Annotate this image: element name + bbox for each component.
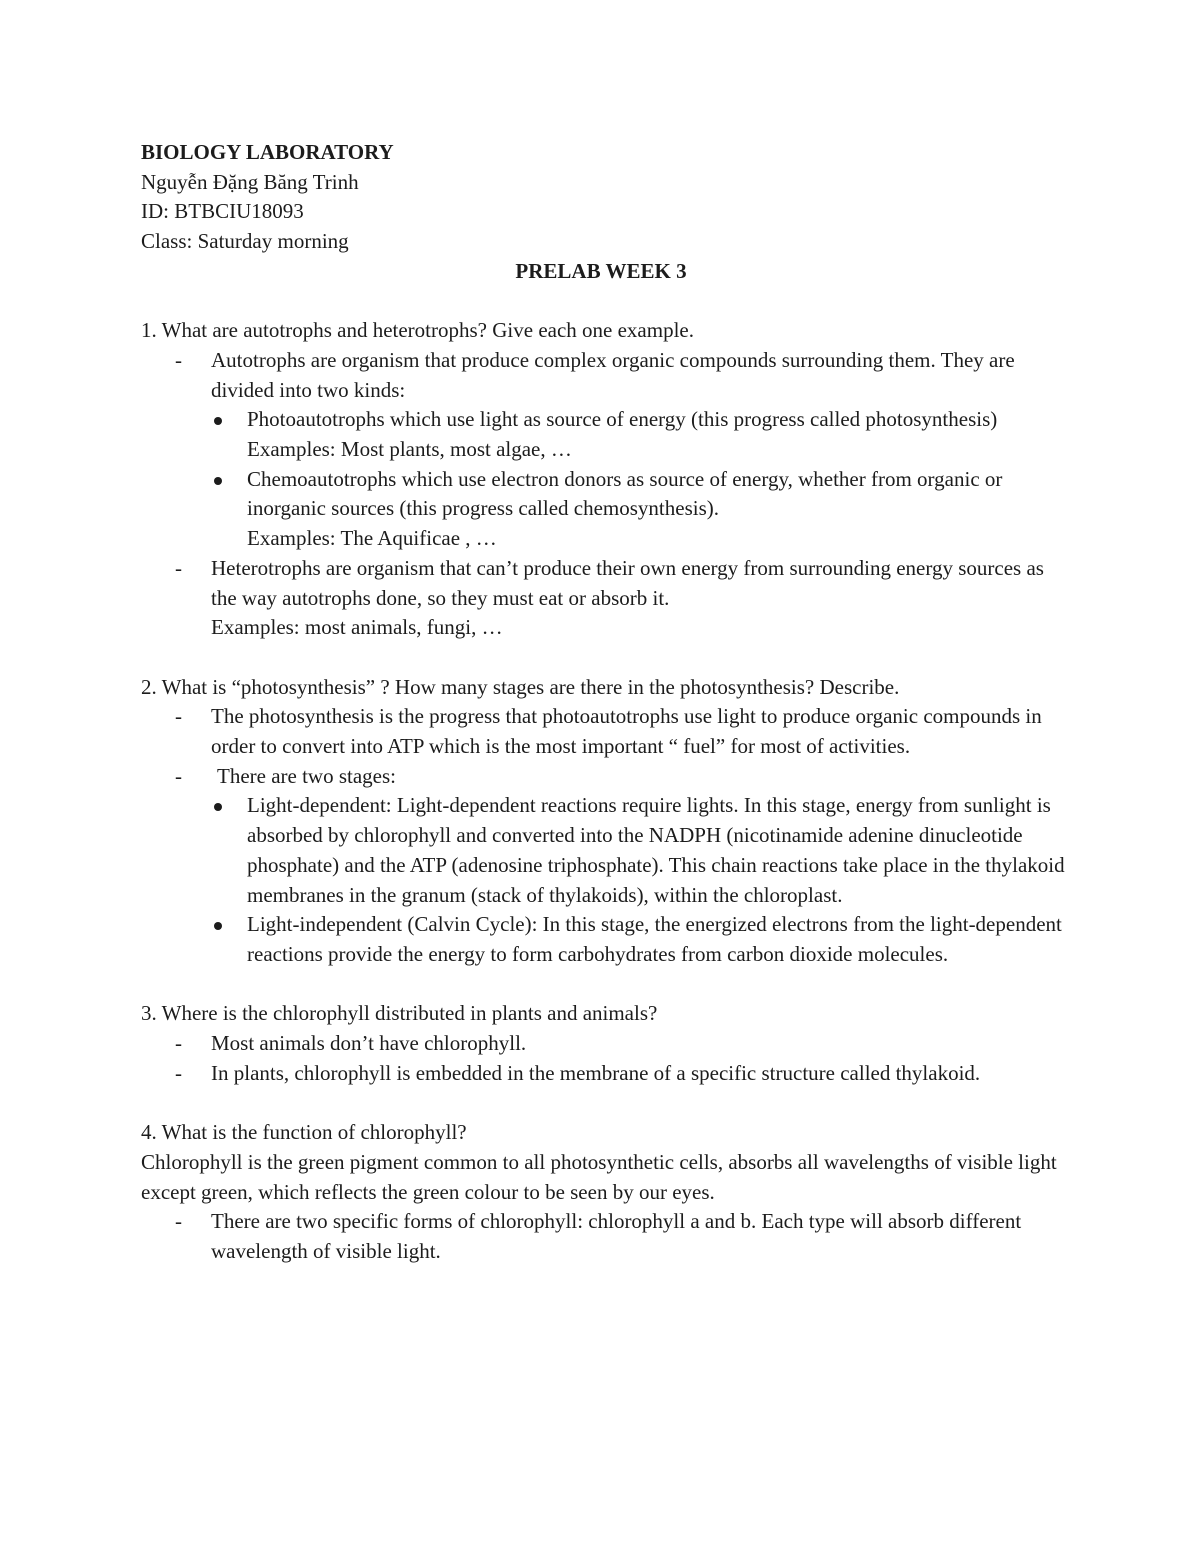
q1-heterotrophs-example: Examples: most animals, fungi, … <box>211 615 503 640</box>
list-item <box>141 702 1071 761</box>
q4-answer-text: Chlorophyll is the green pigment common to all photosynthetic cells, absorbs all wavelengths of visible light except green, which reflects the green colour to be seen by our eyes. <box>141 1149 1057 1204</box>
list-item <box>141 346 1071 405</box>
q1-chemoautotrophs-example: Examples: The Aquificae , … <box>247 526 497 551</box>
q4-forms-text: There are two specific forms of chlorophyll: chlorophyll a and b. Each type will absorb different wavelength of visible light. <box>211 1209 1022 1263</box>
bullet-icon <box>214 417 222 425</box>
q1-heterotrophs-text: Heterotrophs are organism that can’t produce their own energy from surrounding energy sources as the way autotrophs done, so they must eat or absorb it. <box>211 555 1044 610</box>
dash-marker: - <box>175 1209 182 1234</box>
q2-stages-text: There are two stages: <box>217 763 397 788</box>
document-page <box>141 138 1071 1267</box>
q3-animals-text: Most animals don’t have chlorophyll. <box>211 1031 527 1056</box>
question-4: 4. What is the function of chlorophyll? <box>141 1120 467 1145</box>
bullet-icon <box>214 922 222 930</box>
list-item <box>141 1029 1071 1059</box>
dash-marker: - <box>175 1031 182 1056</box>
q1-chemoautotrophs-text: Chemoautotrophs which use electron donors as source of energy, whether from organic or inorganic sources (this progress called chemosynthesis). <box>247 466 1003 521</box>
student-id: ID: BTBCIU18093 <box>141 199 304 224</box>
q2-light-independent-text: Light-independent (Calvin Cycle): In this stage, the energized electrons from the light-dependent reactions provide the energy to form carbohydrates from carbon dioxide molecules. <box>247 912 1062 966</box>
class-info: Class: Saturday morning <box>141 229 349 254</box>
dash-marker: - <box>175 347 182 372</box>
dash-marker: - <box>175 1060 182 1085</box>
list-item <box>141 791 1071 910</box>
list-item <box>141 1059 1071 1089</box>
list-item <box>141 762 1071 792</box>
list-item <box>141 910 1071 969</box>
bullet-icon <box>214 477 222 485</box>
q2-light-dependent-text: Light-dependent: Light-dependent reactions require lights. In this stage, energy from sunlight is absorbed by chlorophyll and converted into the NADPH (nicotinamide adenine dinucleotide phosphate) and the ATP (adenosine triphosphate). This chain reactions take place in the thylakoid membranes in the granum (stack of thylakoids), within the chloroplast. <box>247 793 1065 907</box>
q3-plants-text: In plants, chlorophyll is embedded in the membrane of a specific structure called thylakoid. <box>211 1060 981 1085</box>
dash-marker: - <box>175 763 182 788</box>
lab-title: BIOLOGY LABORATORY <box>141 140 394 164</box>
q2-photosynthesis-text: The photosynthesis is the progress that photoautotrophs use light to produce organic compounds in order to convert into ATP which is the most important “ fuel” for most of activities. <box>211 704 1042 759</box>
q1-photoautotrophs-example: Examples: Most plants, most algae, … <box>247 437 572 462</box>
dash-marker: - <box>175 704 182 729</box>
q1-autotrophs-text: Autotrophs are organism that produce complex organic compounds surrounding them. They are divided into two kinds: <box>211 347 1015 402</box>
dash-marker: - <box>175 555 182 580</box>
list-item <box>141 554 1071 613</box>
page-title: PRELAB WEEK 3 <box>515 258 687 283</box>
student-name: Nguyễn Đặng Băng Trinh <box>141 169 359 194</box>
list-item <box>141 405 1071 435</box>
q1-photoautotrophs-text: Photoautotrophs which use light as source of energy (this progress called photosynthesis) <box>247 407 998 432</box>
bullet-icon <box>214 803 222 811</box>
question-3: 3. Where is the chlorophyll distributed in plants and animals? <box>141 1001 658 1026</box>
question-2: 2. What is “photosynthesis” ? How many stages are there in the photosynthesis? Describe. <box>141 674 900 699</box>
list-item <box>141 1207 1071 1266</box>
list-item <box>141 465 1071 524</box>
question-1: 1. What are autotrophs and heterotrophs? Give each one example. <box>141 318 694 343</box>
